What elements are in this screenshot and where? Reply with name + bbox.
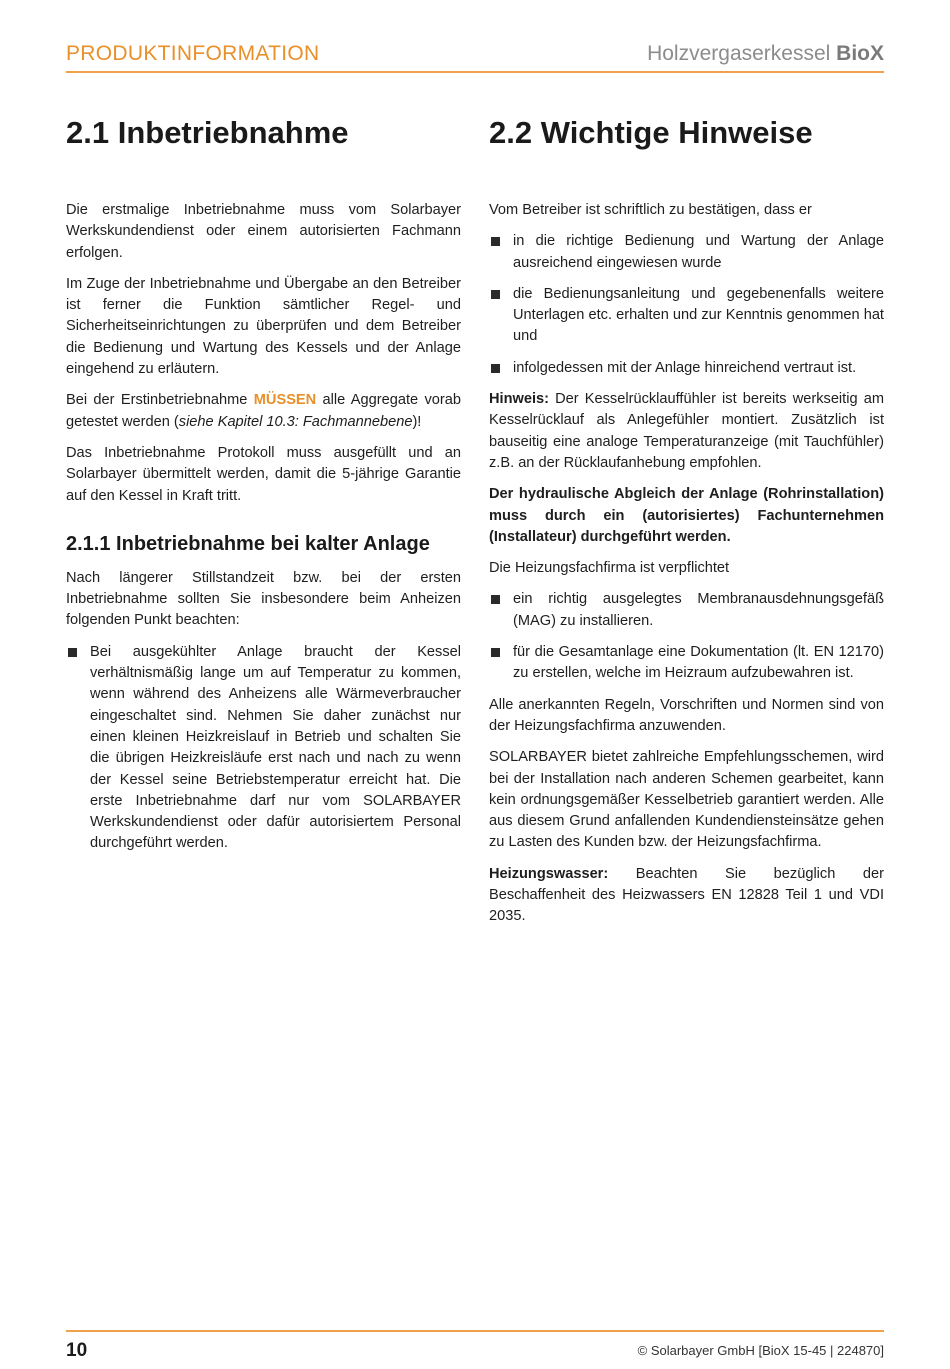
left-column — [66, 110, 461, 865]
square-bullet-icon — [491, 237, 500, 246]
square-bullet-icon — [491, 648, 500, 657]
paragraph: Im Zuge der Inbetriebnahme und Übergabe an den Betreiber ist ferner die Funktion sämtlicher Regel- und Sicherheitseinrichtungen zu überprüfen und dem Betreiber die Bedienung und Wartung des Kessels und der Anlage eingehend zu erläutern. — [66, 275, 461, 378]
text-run: alle Aggregate vorab getestet werden ( — [66, 392, 461, 430]
copyright-notice: © Solarbayer GmbH [BioX 15-45 | 224870] — [637, 1343, 884, 1358]
bullet-list — [66, 642, 461, 855]
list-item-text: Bei ausgekühlter Anlage braucht der Kessel verhältnismäßig lange um auf Temperatur zu kommen, wenn während des Anheizens alle Wärmeverbraucher eingeschaltet sind. Nehmen Sie daher zunächst nur einen kleinen Heizkreislauf in Betrieb und schalten Sie die übrigen Heizkreisläufe erst nach und nach zu wenn der Kessel seine Betriebstemperatur erreicht hat. Die erste Inbetriebnahme darf nur vom SOLARBAYER Werkskundendienst oder dafür autorisiertem Personal durchgeführt werden. — [90, 643, 461, 852]
accent-text: MÜSSEN — [253, 392, 317, 409]
list-item — [489, 284, 884, 348]
paragraph: Nach längerer Stillstandzeit bzw. bei der ersten Inbetriebnahme sollten Sie insbesondere beim Anheizen folgenden Punkt beachten: — [66, 569, 461, 629]
chapter-reference: siehe Kapitel 10.3: Fachmannebene — [178, 413, 413, 430]
subsection-title-2-1-1: 2.1.1 Inbetriebnahme bei kalter Anlage — [66, 532, 430, 555]
bold-paragraph: Der hydraulische Abgleich der Anlage (Rohrinstallation) muss durch ein (autorisiertes) Fachunternehmen (Installateur) durchgeführt werden. — [489, 486, 884, 545]
section-title-2-2: 2.2 Wichtige Hinweise — [489, 115, 813, 150]
list-item — [66, 642, 461, 855]
paragraph: Das Inbetriebnahme Protokoll muss ausgefüllt und an Solarbayer übermittelt werden, damit die 5-jährige Garantie auf den Kessel in Kraft tritt. — [66, 444, 461, 504]
page-number: 10 — [66, 1340, 88, 1361]
paragraph: Vom Betreiber ist schriftlich zu bestätigen, dass er — [489, 202, 812, 218]
list-item — [489, 589, 884, 632]
text-run: Bei der Erstinbetriebnahme — [66, 392, 254, 409]
list-item-text: ein richtig ausgelegtes Membranausdehnungsgefäß (MAG) zu installieren. — [513, 591, 884, 629]
header-section-label: PRODUKTINFORMATION — [66, 42, 320, 65]
square-bullet-icon — [68, 648, 77, 657]
list-item — [489, 231, 884, 274]
text-run: Beachten Sie bezüglich der Beschaffenheit des Heizwassers EN 12828 Teil 1 und VDI 2035. — [489, 865, 884, 925]
page-header — [66, 42, 884, 73]
list-item-text: die Bedienungsanleitung und gegebenenfalls weitere Unterlagen etc. erhalten und zur Kenntnis genommen hat und — [513, 285, 884, 345]
section-title-2-1: 2.1 Inbetriebnahme — [66, 115, 349, 150]
square-bullet-icon — [491, 290, 500, 299]
header-product-title — [647, 42, 884, 66]
square-bullet-icon — [491, 595, 500, 604]
paragraph: SOLARBAYER bietet zahlreiche Empfehlungsschemen, wird bei der Installation nach anderen Schemen gearbeitet, kann kein ordnungsgemäßer Kesselbetrieb garantiert werden. Alle aus diesem Grund anfallenden Kundendiensteinsätze gehen zu Lasten des Kunden bzw. der Heizungsfachfirma. — [489, 749, 884, 851]
heizungswasser-paragraph — [489, 864, 884, 928]
paragraph: Alle anerkannten Regeln, Vorschriften und Normen sind von der Heizungsfachfirma anzuwenden. — [489, 696, 884, 734]
text-run: )! — [412, 413, 422, 430]
header-product-name: BioX — [836, 42, 884, 65]
page-footer — [66, 1330, 884, 1362]
paragraph: Die erstmalige Inbetriebnahme muss vom Solarbayer Werkskundendienst oder einem autorisierten Fachmann erfolgen. — [66, 202, 461, 261]
list-item-text: für die Gesamtanlage eine Dokumentation (lt. EN 12170) zu erstellen, welche im Heizraum aufzubewahren ist. — [513, 644, 884, 682]
paragraph: Die Heizungsfachfirma ist verpflichtet — [489, 560, 730, 577]
text-run: Der Kesselrücklauffühler ist bereits werkseitig am Kesselrücklauf als Anlegefühler montiert. Zusätzlich ist bauseitig eine analoge Temperaturanzeige (mit Tauchfühler) z.B. an der Rücklaufanhebung empfohlen. — [489, 391, 884, 471]
header-product-prefix: Holzvergaserkessel — [647, 42, 837, 65]
list-item-text: in die richtige Bedienung und Wartung der Anlage ausreichend eingewiesen wurde — [513, 233, 884, 271]
hinweis-label: Hinweis: — [489, 391, 550, 408]
right-column — [489, 110, 884, 938]
list-item — [489, 358, 884, 379]
heizungswasser-label: Heizungswasser: — [489, 865, 609, 882]
square-bullet-icon — [491, 364, 500, 373]
hinweis-paragraph — [489, 389, 884, 474]
list-item-text: infolgedessen mit der Anlage hinreichend vertraut ist. — [513, 359, 857, 376]
bullet-list — [489, 231, 884, 379]
bullet-list — [489, 589, 884, 684]
list-item — [489, 642, 884, 685]
paragraph-muessen — [66, 390, 461, 433]
